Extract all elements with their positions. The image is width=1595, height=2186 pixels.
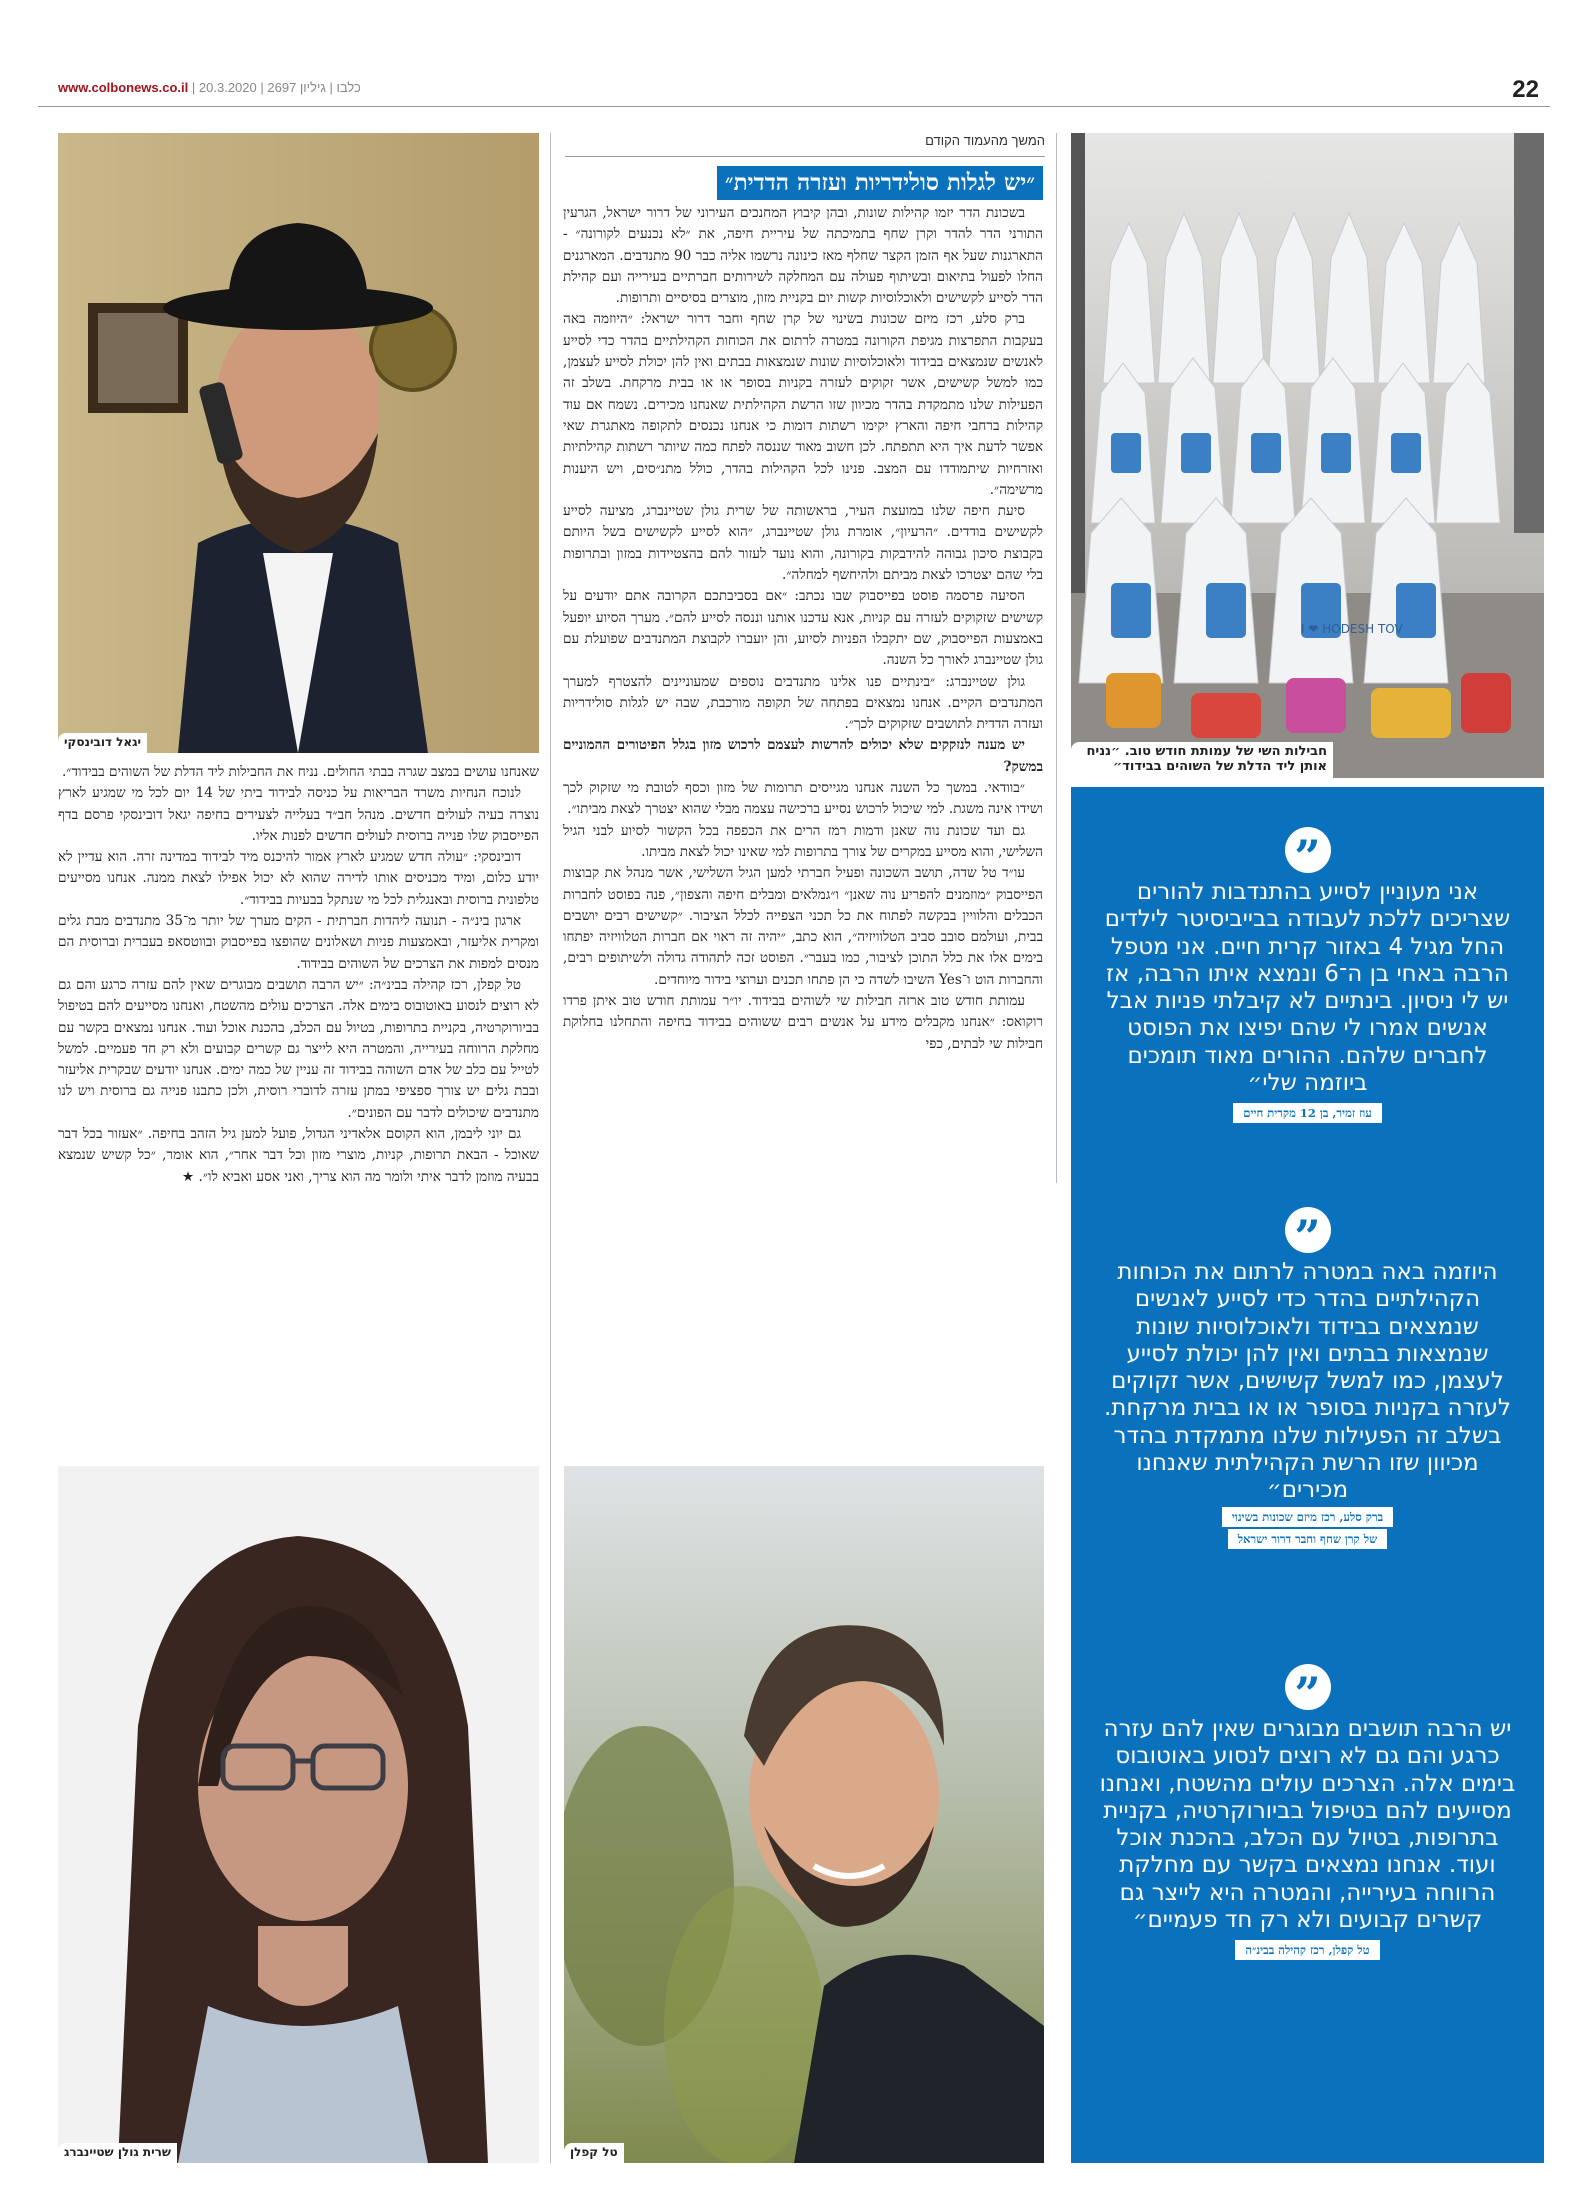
photo-caption: חבילות השי של עמותת חודש טוב. ״נניח אותן ליד הדלת של השוהים בבידוד״ (1071, 742, 1333, 778)
article-paragraph: בשכונת הדר יזמו קהילות שונות, ובהן קיבוץ המחנכים העירוני של דרור ישראל, הגרעין התורני הדר להדר וקרן שחף בתמיכתה של עיריית חיפה, את ״לא נכנעים לקורונה״ - התארגנות שעל אף הזמן הקצר שחלף מאז כינונה נרשמו אליה כבר 90 מתנדבים. המארגנים החלו לפעול בתיאום ובשיתוף פעולה עם המחלקה לשירותים חברתיים בעירייה ועם קהילת הדר לסייע לקשישים ולאוכלוסיות קשות יום בקניית מזון, מוצרים בסיסיים ותרופות. (563, 205, 1043, 307)
article-paragraph: הסיעה פרסמה פוסט בפייסבוק שבו נכתב: ״אם בסביבתכם הקרובה אתם יודעים על קשישים שזקוקים לעזרה עם קניות, אנא עדכנו אותנו וננסה לסייע להם״. מערך הסיוע יופעל באמצעות הפייסבוק, שם יתקבלו הפניות לסיוע, והן יועברו לקבוצת המתנדבים שפועלת עם גולן שטיינברג לאורך כל השנה. (563, 588, 1043, 669)
separator: | (329, 80, 333, 95)
article-body-left (58, 762, 539, 1452)
photo-caption: טל קפלן (564, 2143, 624, 2163)
article-paragraph: ״בוודאי. במשך כל השנה אנחנו מגייסים תרומות של מזון וכסף לטובת מי שזקוק לכך ושידו אינה משגת. למי שיכול לרכוש נסייע ברכישה עצמה מבלי שהוא יצטרך לצאת מביתו״. (563, 780, 1043, 818)
article-paragraph: דובינסקי: ״עולה חדש שמגיע לארץ אמור להיכנס מיד לבידוד במדינה זרה. הוא עדיין לא יודע כלום, ומיד מכניסים אותו לדירה שהוא לא יכול אפילו לצאת ממנה. אנחנו מסייעים טלפונית ברוסית ובאנגלית לכל מי שנתקל בבעיות בבידוד״. (58, 849, 539, 908)
sarit-golan-steinberg-image (58, 1466, 539, 2163)
gift-bags-image (1071, 133, 1544, 778)
pull-quote (1071, 1207, 1544, 1549)
bag-print-text: I ❤ HODESH TOV (1301, 622, 1403, 636)
article-paragraph: עו״ד טל שדה, תושב השכונה ופעיל חברתי למען הגיל השלישי, אשר מנהל את קבוצות הפייסבוק ״מוזמנים להפריע נוה שאנן״ ו״גמלאים ומבלים חיפה והצפון״, פנה בפוסט לחברות הכבלים והלוויין בבקשה לפתוח את כל תכני הצפייה לכלל הציבור. ״קשישים רבים יושבים בבית, ועולמם סובב סביב הטלוויזיה״, הוא כתב, ״יהיה זה ראוי אם חברות הטלוויזיה יפתחו בימים אלו את כלל התוכן לציבור, כמו בעבר״. הפוסט זכה לתהודה גדולה ולשיתופים רבים, והחברות הוט ו־Yes השיבו לשדה כי הן פתחו תכנים וערוצי בידור מיוחדים. (563, 865, 1043, 988)
separator: | (191, 80, 196, 95)
masthead-line (58, 80, 361, 95)
photo-caption: יגאל דובינסקי (58, 733, 147, 753)
pull-quotes-box (1071, 787, 1544, 2163)
issue-number: גיליון 2697 (267, 80, 326, 95)
quote-icon: ” (1285, 1664, 1331, 1710)
site-url[interactable]: www.colbonews.co.il (58, 80, 189, 95)
issue-date: 20.3.2020 (198, 80, 257, 95)
sarit-golan-steinberg-photo (58, 1466, 539, 2163)
page-number: 22 (1512, 76, 1539, 103)
article-paragraph: ארגון בינ״ה - תנועה ליהדות חברתית - הקים מערך של יותר מ־35 מתנדבים מבת גלים ומקרית אליעזר, ובאמצעות פניות ושאלונים שהופצו בפייסבוק ובווטסאפ בעברית וברוסית הם מנסים למפות את הצרכים של השוהים בבידוד. (58, 913, 539, 972)
yigal-dubinsky-photo (58, 133, 539, 753)
tal-kaplan-image (564, 1466, 1044, 2163)
publication-name: כלבו (336, 80, 361, 95)
pull-quote-text: היוזמה באה במטרה לרתום את הכוחות הקהילתיים בהדר כדי לסייע לאנשים שנמצאים בבידוד ולאוכלוסיות שונות שנמצאות בבתים ואין להן יכולת לסייע לעצמן, כמו למשל קשישים, אשר זקוקים לעזרה בקניות בסופר או או בבית מרקחת. בשלב זה הפעילות שלנו מתמקדת בהדר מכיוון שזו הרשת הקהילתית שאנחנו מכירים״ (1103, 1259, 1511, 1504)
tal-kaplan-photo (564, 1466, 1044, 2163)
quote-icon: ” (1285, 1207, 1331, 1253)
pull-quote-text: יש הרבה תושבים מבוגרים שאין להם עזרה כרגע והם גם לא רוצים לנסוע באוטובוס בימים אלה. הצרכים עולים מהשטח, ואנחנו מסייעים להם בטיפול בביורוקרטיה, בקניית בתרופות, בטיול עם הכלב, בהכנת אוכל ועוד. אנחנו נמצאים בקשר עם מחלקת הרווחה בעירייה, והמטרה היא לייצר גם קשרים קבועים ולא רק חד פעמיים״ (1099, 1716, 1516, 1934)
article-paragraph: עמותת חודש טוב ארזה חבילות שי לשוהים בבידוד. יו״ר עמותת חודש טוב איתן פרדו רוקואס: ״אנחנו מקבלים מידע על אנשים רבים ששוהים בבידוד בחיפה והתחלנו בחלוקת חבילות שי לבתים, כפי (563, 992, 1043, 1052)
photo-caption: שרית גולן שטיינברג (58, 2143, 177, 2163)
article-headline: ״יש לגלות סולידריות ועזרה הדדית״ (717, 166, 1043, 200)
interview-question: יש מענה לנזקקים שלא יכולים להרשות לעצמם לרכוש מזון בגלל הפיטורים ההמוניים במשק? (563, 737, 1043, 775)
article-paragraph: ברק סלע, רכז מיזם שכונות בשינוי של קרן שחף וחבר דרור ישראל: ״היוזמה באה בעקבות התפרצות מגיפת הקורונה במטרה לרתום את הכוחות הקהילתיים בהדר כדי לסייע לאנשים שנמצאים בבידוד ולאוכלוסיות שונות שנמצאות בבתים ואין להן יכולת לסייע לעצמן, כמו למשל קשישים, אשר זקוקים לעזרה בקניות בסופר או או בבית מרקחת. בשלב זה הפעילות שלנו מתמקדת בהדר מכיוון שזו הרשת הקהילתית שאנחנו מכירים. נשמח אם עוד קהילות ברחבי חיפה והארץ יקימו רשתות דומות כי אנחנו נכנסים לתקופה מאתגרת שאי אפשר לדעת איך היא תתפתח. לכן חשוב מאוד שננסה לפתח כמה שיותר רשתות קהילתיות ואזרחיות שיתמודדו עם המצב. פנינו לכל הקהילות בהדר, כולל מתנ״סים, ויש היענות מרשימה״. (563, 311, 1043, 498)
pull-quote-attribution: של קרן שחף וחבר דרור ישראל (1228, 1529, 1387, 1549)
article-paragraph: גולן שטיינברג: ״בינתיים פנו אלינו מתנדבים נוספים שמעוניינים להצטרף למערך המתנדבים הקיים. אנחנו נמצאים בפתחה של תקופה מורכבת, שבה יש לגלות סולידריות ועזרה הדדית לתושבים שזקוקים לכך״. (563, 673, 1043, 733)
separator: | (260, 80, 264, 95)
continued-label: המשך מהעמוד הקודם (925, 133, 1045, 148)
column-divider (550, 133, 551, 2163)
column-divider (1056, 133, 1057, 1183)
pull-quote-text: אני מעוניין לסייע בהתנדבות להורים שצריכים ללכת לעבודה בבייביסיטר לילדים החל מגיל 4 באזור קרית חיים. אני מטפל הרבה באחי בן ה־6 ונמצא איתו הרבה, אז יש לי ניסיון. בינתיים לא קיבלתי פניות אבל אנשים אמרו לי שהם יפיצו את הפוסט לחברים שלהם. ההורים מאוד תומכים ביוזמה שלי״ (1104, 879, 1511, 1097)
pull-quote-attribution: טל קפלן, רכז קהילה בבינ״ה (1235, 1940, 1379, 1960)
yigal-dubinsky-image (58, 133, 539, 753)
article-paragraph: סיעת חיפה שלנו במועצת העיר, בראשותה של שרית גולן שטיינברג, מציעה לסייע לקשישים בודדים. ״הרעיון״, אומרת גולן שטיינברג, ״הוא לסייע לקשישים בשל היותם בקבוצת סיכון גבוהה להידבקות בקורונה, והוא נועד לעזור להם בהצטיידות במזון ובתרופות בלי שהם יצטרכו לצאת מביתם ולהיחשף למחלה״. (563, 503, 1043, 584)
pull-quote-attribution: עוז זמיר, בן 12 מקרית חיים (1233, 1103, 1382, 1123)
pull-quote (1071, 1664, 1544, 1960)
pull-quote-attribution: ברק סלע, רכז מיזם שכונות בשינוי (1222, 1507, 1393, 1527)
article-paragraph: טל קפלן, רכז קהילה בבינ״ה: ״יש הרבה תושבים מבוגרים שאין להם עזרה כרגע והם גם לא רוצים לנסוע באוטובוס בימים אלה. הצרכים עולים מהשטח, ואנחנו מסייעים להם בטיפול בביורוקרטיה, בקניית בתרופות, בטיול עם הכלב, בהכנת אוכל ועוד. אנחנו נמצאים בקשר עם מחלקת הרווחה בעירייה, והמטרה היא לייצר גם קשרים קבועים ולא רק חד פעמיים. למשל לטייל עם כלב של אדם השוהה בבידוד זה עניין של כמה ימים. אנחנו יודעים שבקרית אליעזר ובבת גלים יש צורך ספציפי במתן עזרה לדוברי רוסית, ולכן כתבנו פנייה גם ברוסית ויש לנו מתנדבים שיכולים לדבר עם הפונים״. (58, 976, 539, 1121)
article-paragraph: שאנחנו עושים במצב שגרה בבתי החולים. נניח את החבילות ליד הדלת של השוהים בבידוד״. (61, 764, 539, 780)
article-paragraph: לנוכח הנחיות משרד הבריאות על כניסה לבידוד ביתי של 14 יום לכל מי שמגיע לארץ נוצרה בעיה לעולים חדשים. מנהל חב״ד בעלייה לצעירים בחיפה יגאל דובינסקי פרסם בדף הפייסבוק שלו פנייה ברוסית לעולים חדשים לפנות אליו. (58, 785, 539, 844)
article-body-middle (563, 203, 1043, 1465)
article-paragraph: גם ועד שכונת נוה שאנן ודמות רמז הרים את הכפפה בכל הקשור לסיוע לבני הגיל השלישי, והוא מסייע במקרים של צורך בתרופות למי שאינו יכול לצאת מביתו. (563, 822, 1043, 860)
header-divider (38, 106, 1550, 107)
quote-icon: ” (1285, 827, 1331, 873)
gift-bags-photo (1071, 133, 1544, 778)
continued-rule (565, 156, 1045, 157)
pull-quote (1071, 827, 1544, 1123)
article-paragraph: גם יוני ליבמן, הוא הקוסם אלאדיני הגדול, פועל למען גיל הזהב בחיפה. ״אעזור בכל דבר שאוכל - הבאת תרופות, קניות, מוצרי מזון וכל דבר אחר״, הוא אומר, ״כל קשיש שנמצא בבעיה מוזמן לדבר איתי ולומר מה הוא צריך, ואני אסע ואביא לו״. ★ (58, 1126, 539, 1185)
